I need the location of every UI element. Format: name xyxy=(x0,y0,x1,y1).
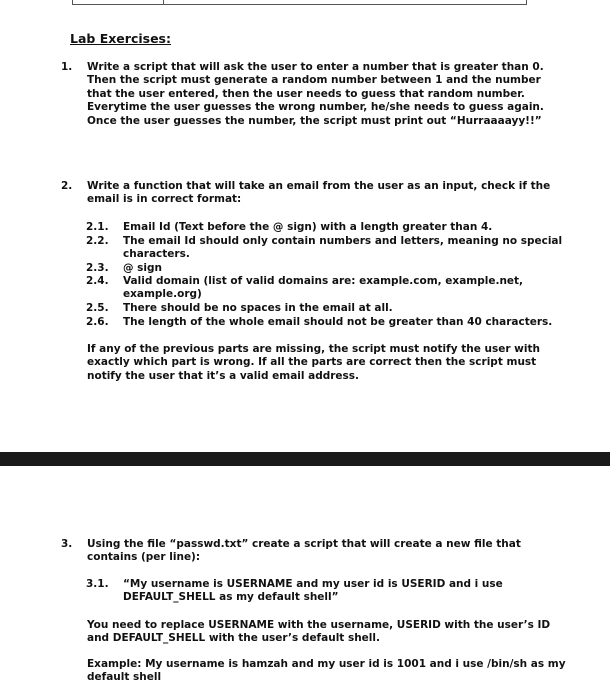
exercise-1-line: Once the user guesses the number, the script must print out “Hurraaaayy!!” xyxy=(87,114,542,127)
item-2-5-number: 2.5. xyxy=(86,302,109,314)
exercise-1-text xyxy=(87,61,544,128)
exercise-3-explanation-line: You need to replace USERNAME with the username, USERID with the user’s ID xyxy=(87,619,551,631)
exercise-2-note xyxy=(87,343,540,383)
item-2-4-number: 2.4. xyxy=(86,275,109,287)
exercise-2-number: 2. xyxy=(61,180,73,192)
item-2-3-text xyxy=(123,262,162,275)
table-divider xyxy=(163,0,164,4)
item-2-4-line: Valid domain (list of valid domains are: example.com, example.net, xyxy=(123,275,524,287)
table-fragment xyxy=(72,0,527,5)
exercise-1-line: Then the script must generate a random number between 1 and the number xyxy=(87,74,541,87)
item-2-5-line: There should be no spaces in the email at all. xyxy=(123,302,393,314)
exercise-3-line: contains (per line): xyxy=(87,551,201,564)
exercise-1-line: Everytime the user guesses the wrong number, he/she needs to guess again. xyxy=(87,101,544,114)
exercise-1-number: 1. xyxy=(61,61,73,73)
exercise-1-line: Write a script that will ask the user to enter a number that is greater than 0. xyxy=(87,61,544,73)
item-2-5-text xyxy=(123,302,393,315)
exercise-2-line: email is in correct format: xyxy=(87,193,242,206)
item-2-1-line: Email Id (Text before the @ sign) with a length greater than 4. xyxy=(123,221,493,233)
document-page-2 xyxy=(0,466,610,700)
lab-exercises-heading: Lab Exercises: xyxy=(70,31,171,46)
item-2-4-text xyxy=(123,275,523,302)
item-2-6-text xyxy=(123,316,552,329)
item-3-1-number: 3.1. xyxy=(86,578,109,590)
exercise-3-example xyxy=(87,658,566,685)
item-2-2-line: The email Id should only contain numbers and letters, meaning no special xyxy=(123,235,563,247)
item-2-1-number: 2.1. xyxy=(86,221,109,233)
exercise-3-explanation xyxy=(87,619,550,646)
exercise-3-example-line: default shell xyxy=(87,671,162,684)
exercise-2-line: Write a function that will take an email from the user as an input, check if the xyxy=(87,180,551,192)
exercise-2-note-line: If any of the previous parts are missing, the script must notify the user with xyxy=(87,343,540,355)
exercise-2-note-line: notify the user that it’s a valid email address. xyxy=(87,369,360,382)
exercise-3-number: 3. xyxy=(61,538,73,550)
exercise-2-text xyxy=(87,180,550,207)
exercise-2-note-line: exactly which part is wrong. If all the parts are correct then the script must xyxy=(87,356,537,369)
item-3-1-text xyxy=(123,578,503,605)
item-2-3-number: 2.3. xyxy=(86,262,109,274)
item-2-2-number: 2.2. xyxy=(86,235,109,247)
item-2-6-line: The length of the whole email should not be greater than 40 characters. xyxy=(123,316,553,328)
exercise-3-explanation-line: and DEFAULT_SHELL with the user’s default shell. xyxy=(87,632,380,645)
item-2-4-line: example.org) xyxy=(123,288,202,301)
item-2-2-text xyxy=(123,235,562,262)
exercise-3-text xyxy=(87,538,521,565)
exercise-3-example-line: Example: My username is hamzah and my user id is 1001 and i use /bin/sh as my xyxy=(87,658,566,670)
exercise-1-line: that the user entered, then the user needs to guess that random number. xyxy=(87,87,525,100)
item-2-1-text xyxy=(123,221,492,234)
item-3-1-line: “My username is USERNAME and my user id is USERID and i use xyxy=(123,578,503,590)
item-3-1-line: DEFAULT_SHELL as my default shell” xyxy=(123,591,339,604)
item-2-3-line: @ sign xyxy=(123,262,162,274)
item-2-6-number: 2.6. xyxy=(86,316,109,328)
exercise-3-line: Using the file “passwd.txt” create a script that will create a new file that xyxy=(87,538,521,550)
item-2-2-line: characters. xyxy=(123,248,190,261)
